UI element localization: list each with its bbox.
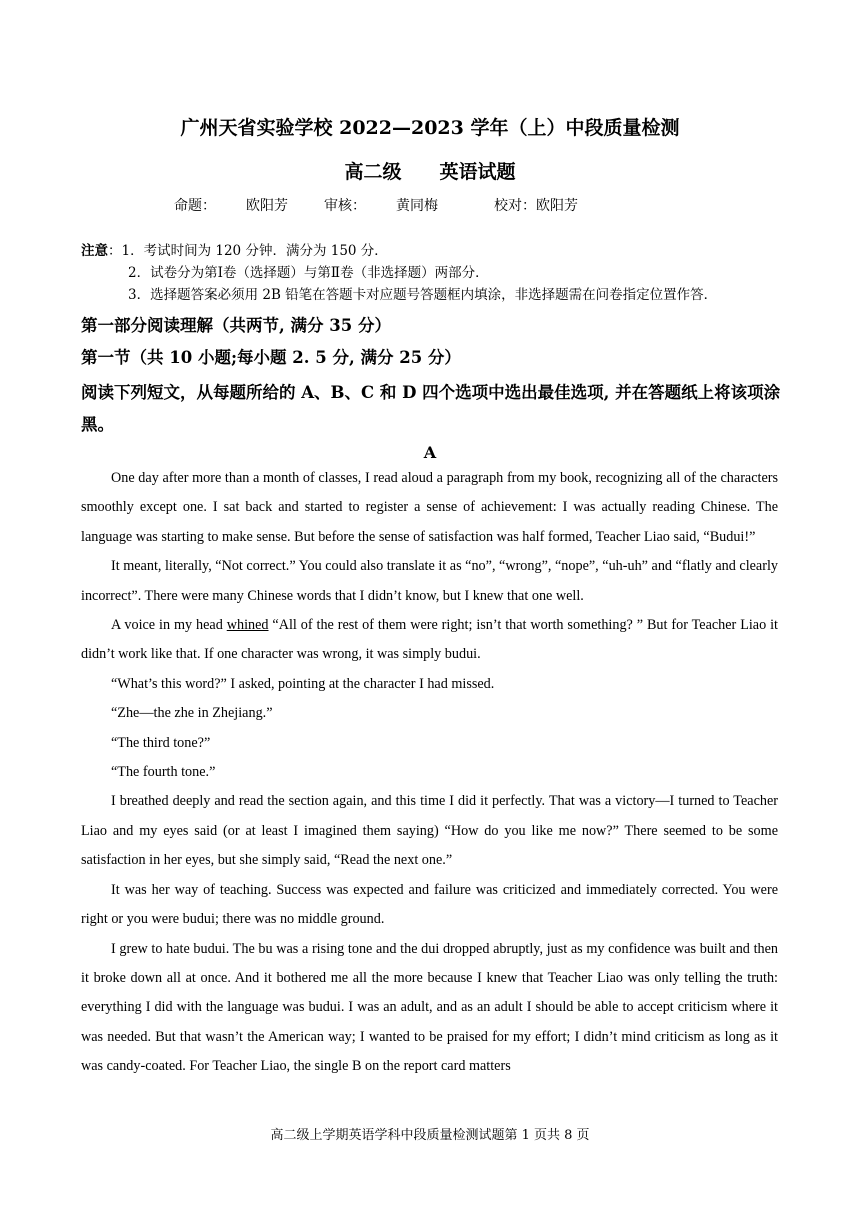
setter-label: 命题：	[174, 198, 216, 214]
passage-label: A	[423, 443, 437, 462]
paragraph: I breathed deeply and read the section again, and this time I did it perfectly. That was a victory—I turned to Teacher Liao and my eyes said (or at least I imagined them saying) “How do you like me now?” There seemed to be some satisfaction in her eyes, but she simply said, “Read the next one.”	[81, 793, 778, 869]
setter-name: 欧阳芳	[246, 198, 288, 214]
page-footer: 高二级上学期英语学科中段质量检测试题第 1 页共 8 页	[270, 1128, 590, 1143]
underlined-word: whined	[226, 617, 269, 634]
paragraph: A voice in my head whined “All of the rest of them were right; isn’t that worth something? ” But for Teacher Liao it didn’t work like that. If one character was wrong, it was simply budui.	[81, 617, 778, 663]
paragraph: “The third tone?”	[111, 734, 211, 751]
subject-label: 英语试题	[439, 161, 516, 183]
reviewer-name: 黄同梅	[396, 198, 438, 214]
note-item: 注意：1．考试时间为 120 分钟．满分为 150 分．	[81, 243, 388, 259]
reviewer-label: 审核：	[324, 198, 366, 214]
paragraph: “What’s this word?” I asked, pointing at the character I had missed.	[111, 675, 495, 692]
paragraph: It meant, literally, “Not correct.” You could also translate it as “no”, “wrong”, “nope”, “uh-uh” and “flatly and clearly incorrect”. There were many Chinese words that I didn’t know, but I knew that one well.	[81, 558, 778, 604]
reading-instruction: 阅读下列短文，从每题所给的 A、B、C 和 D 四个选项中选出最佳选项, 并在答题纸上将该项涂黑。	[81, 383, 781, 434]
exam-notes	[81, 240, 781, 306]
paragraph: “Zhe—the zhe in Zhejiang.”	[111, 705, 273, 722]
notes-label: 注意	[81, 243, 108, 259]
note-item: 2．试卷分为第Ⅰ卷（选择题）与第Ⅱ卷（非选择题）两部分．	[128, 265, 489, 281]
paragraph: One day after more than a month of classes, I read aloud a paragraph from my book, recognizing all of the characters smoothly except one. I sat back and started to register a sense of achievement: I was actually reading Chinese. The language was starting to make sense. But before the sense of satisfaction was half formed, Teacher Liao said, “Budui!”	[81, 470, 778, 545]
section1-heading: 第一节（共 10 小题;每小题 2. 5 分, 满分 25 分）	[81, 348, 461, 367]
paragraph: “The fourth tone.”	[111, 764, 216, 781]
part1-heading: 第一部分阅读理解（共两节, 满分 35 分）	[81, 316, 391, 335]
note-item: 3．选择题答案必须用 2B 铅笔在答题卡对应题号答题框内填涂，非选择题需在问卷指定位置作答．	[128, 287, 718, 303]
exam-title: 广州天省实验学校 2022—2023 学年（上）中段质量检测	[180, 117, 680, 139]
paragraph: I grew to hate budui. The bu was a rising tone and the dui dropped abruptly, just as my confidence was built and then it broke down all at once. And it bothered me all the more because I knew that Teacher Liao was only telling the truth: everything I did with the language was budui. I was an adult, and as an adult I should be able to accept criticism where it was needed. But that wasn’t the American way; I wanted to be praised for my effort; I didn’t mind criticism as long as it was candy-coated. For Teacher Liao, the single B on the report card matters	[81, 940, 778, 1075]
grade-label: 高二级	[344, 161, 402, 183]
paragraph: It was her way of teaching. Success was expected and failure was criticized and immediately corrected. You were right or you were budui; there was no middle ground.	[81, 881, 778, 928]
exam-subtitle	[0, 160, 860, 184]
passage-body	[81, 464, 778, 1082]
proofreader: 校对：欧阳芳	[494, 198, 578, 214]
credits-line	[174, 196, 578, 216]
